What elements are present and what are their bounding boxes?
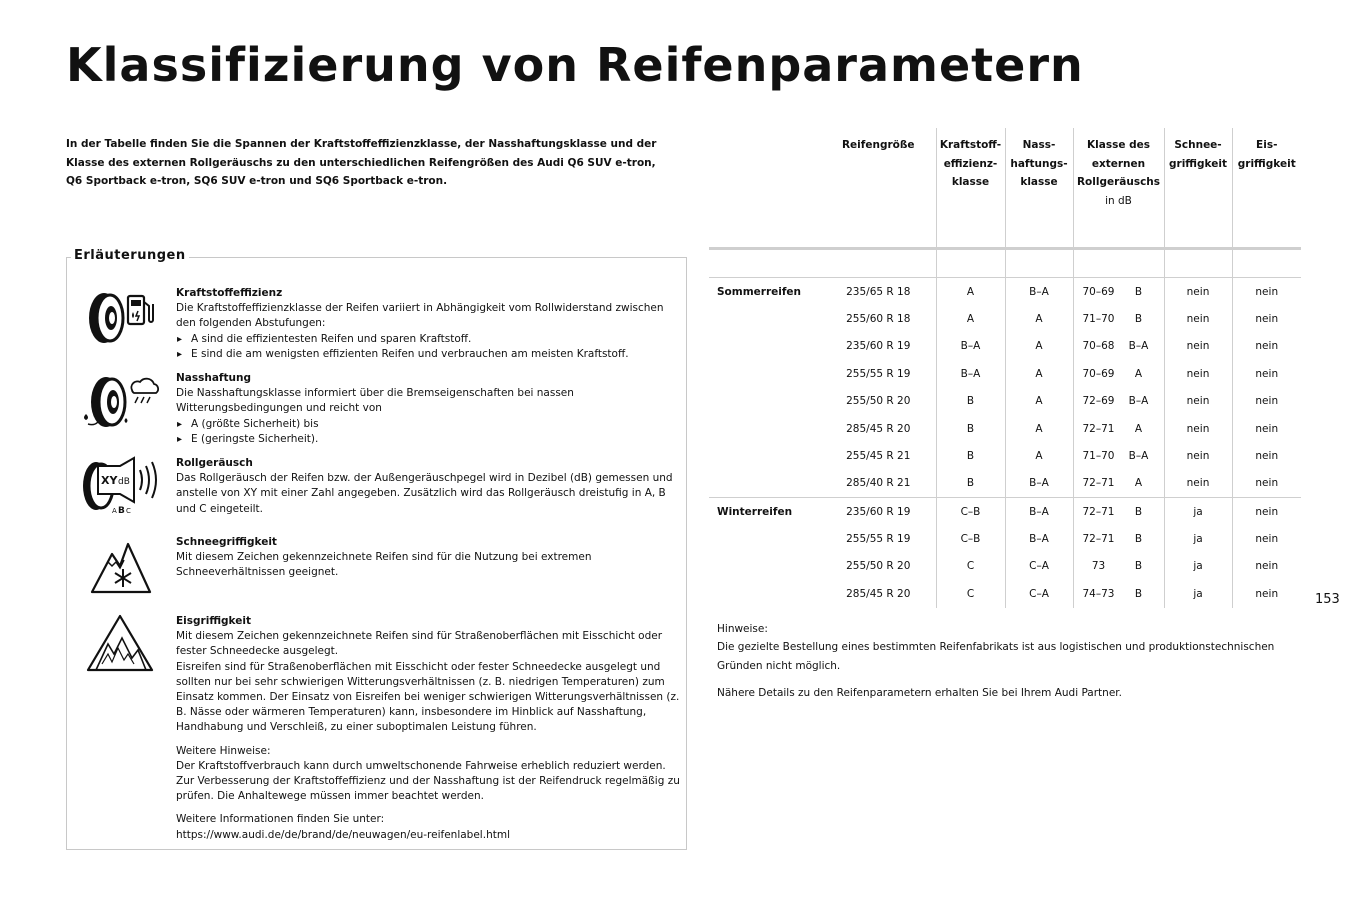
- table-row: [709, 525, 1301, 552]
- cell-noise-db: 72–71: [1082, 422, 1115, 435]
- cell-fuel: B: [936, 442, 1005, 469]
- table-row: [709, 360, 1301, 387]
- notes-text-1: Die gezielte Bestellung eines bestimmten Reifenfabrikats ist aus logistischen und produktionstechnischen Gründen nicht möglich.: [717, 641, 1275, 672]
- category-cell: [709, 470, 821, 498]
- cell-noise-class: B–A: [1128, 340, 1149, 353]
- category-cell: [709, 360, 821, 387]
- cell-snow: nein: [1164, 470, 1232, 498]
- page-title: Klassifizierung von Reifenparametern: [66, 38, 1084, 92]
- cell-noise-class: B–A: [1128, 449, 1149, 462]
- cell-noise: [1073, 470, 1164, 498]
- cell-noise-db: 70–68: [1082, 340, 1115, 353]
- table-row: [709, 387, 1301, 414]
- cell-noise-db: 72–71: [1082, 505, 1115, 518]
- legend-title: Erläuterungen: [71, 248, 189, 263]
- cell-noise: [1073, 553, 1164, 580]
- cell-fuel: B–A: [936, 360, 1005, 387]
- page-number: 153: [1315, 592, 1340, 607]
- cell-noise-db: 70–69: [1082, 367, 1115, 380]
- cell-noise-db: 71–70: [1082, 449, 1115, 462]
- col-header-fuel: Kraftstoff- effizienz- klasse: [936, 128, 1005, 248]
- cell-fuel: B–A: [936, 333, 1005, 360]
- noise-icon-c: C: [126, 507, 131, 515]
- cell-size: 235/60 R 19: [821, 498, 936, 526]
- category-cell: [709, 333, 821, 360]
- cell-noise: [1073, 333, 1164, 360]
- col-header-size: Reifengröße: [841, 139, 915, 151]
- cell-size: 255/50 R 20: [846, 560, 911, 573]
- snow-mountain-icon: [90, 536, 152, 600]
- cell-wet: A: [1005, 387, 1073, 414]
- further-text: Der Kraftstoffverbrauch kann durch umweltschonende Fahrweise erheblich reduziert werden. Zur Verbesserung der Kraftstoffeffizienz und der Nasshaftung ist der Reifendruck regelmäßig zu prüfen. Die Anhaltewege müssen immer beachtet werden.: [176, 759, 680, 803]
- notes: [717, 620, 1307, 702]
- fuel-bullet-2: ▸ E sind die am wenigsten effizienten Reifen und verbrauchen am meisten Kraftstoff.: [176, 347, 681, 362]
- table-row: [709, 333, 1301, 360]
- category-cell: [709, 553, 821, 580]
- cell-noise-class: B: [1134, 312, 1143, 325]
- cell-fuel: B: [936, 387, 1005, 414]
- cell-noise-class: B–A: [1128, 395, 1149, 408]
- table-row: [709, 580, 1301, 607]
- cell-wet: B–A: [1005, 525, 1073, 552]
- category-cell: [709, 387, 821, 414]
- tire-rain-icon: [78, 372, 162, 436]
- info-url: https://www.audi.de/de/brand/de/neuwagen/eu-reifenlabel.html: [176, 828, 510, 841]
- cell-snow: nein: [1164, 305, 1232, 332]
- cell-snow: nein: [1164, 333, 1232, 360]
- noise-icon-xy: XY: [101, 474, 118, 487]
- cell-ice: nein: [1232, 360, 1301, 387]
- cell-noise-db: 73: [1091, 560, 1106, 573]
- cell-noise: [1073, 277, 1164, 305]
- notes-heading: Hinweise:: [717, 623, 768, 635]
- cell-snow: ja: [1164, 553, 1232, 580]
- cell-ice: nein: [1232, 525, 1301, 552]
- legend-item-fuel: [176, 286, 681, 362]
- cell-noise-class: B: [1134, 587, 1143, 600]
- noise-heading: Rollgeräusch: [176, 457, 253, 469]
- category-cell: [709, 525, 821, 552]
- tire-fuel-pump-icon: [84, 288, 156, 350]
- cell-ice: nein: [1232, 442, 1301, 469]
- cell-size: 255/55 R 19: [846, 367, 911, 380]
- cell-noise-class: B: [1134, 505, 1143, 518]
- tire-parameter-table: [709, 128, 1301, 608]
- cell-noise-db: 72–69: [1082, 395, 1115, 408]
- cell-fuel: B: [936, 470, 1005, 498]
- cell-noise-class: A: [1134, 477, 1143, 490]
- cell-noise-class: B: [1134, 285, 1143, 298]
- cell-fuel: A: [936, 305, 1005, 332]
- tire-speaker-icon: [80, 456, 160, 522]
- table-row: [709, 305, 1301, 332]
- cell-noise: [1073, 387, 1164, 414]
- cell-wet: A: [1005, 333, 1073, 360]
- cell-wet: B–A: [1005, 277, 1073, 305]
- cell-noise-class: A: [1134, 422, 1143, 435]
- snow-heading: Schneegriffigkeit: [176, 536, 277, 548]
- cell-snow: nein: [1164, 442, 1232, 469]
- table-row: [709, 277, 1301, 305]
- cell-noise: [1073, 525, 1164, 552]
- cell-wet: A: [1005, 305, 1073, 332]
- cell-noise: [1073, 305, 1164, 332]
- legend-item-wet: [176, 371, 681, 447]
- cell-fuel: A: [936, 277, 1005, 305]
- noise-icon-db: dB: [118, 477, 130, 487]
- further-heading: Weitere Hinweise:: [176, 744, 271, 757]
- cell-snow: nein: [1164, 387, 1232, 414]
- cell-size: 285/45 R 20: [846, 587, 911, 600]
- cell-fuel: C: [936, 580, 1005, 607]
- cell-fuel: C–B: [936, 525, 1005, 552]
- category-winter: Winterreifen: [709, 498, 821, 526]
- cell-snow: ja: [1164, 525, 1232, 552]
- cell-noise: [1073, 415, 1164, 442]
- cell-snow: nein: [1164, 277, 1232, 305]
- wet-text: Die Nasshaftungsklasse informiert über die Bremseigenschaften bei nassen Witterungsbedingungen und reicht von: [176, 387, 574, 415]
- snow-text: Mit diesem Zeichen gekennzeichnete Reifen sind für die Nutzung bei extremen Schneeverhältnissen geeignet.: [176, 551, 592, 579]
- cell-size: 235/60 R 19: [846, 340, 911, 353]
- cell-ice: nein: [1232, 305, 1301, 332]
- cell-snow: nein: [1164, 360, 1232, 387]
- category-cell: [709, 415, 821, 442]
- category-summer: Sommerreifen: [709, 277, 821, 305]
- cell-wet: A: [1005, 442, 1073, 469]
- cell-wet: A: [1005, 415, 1073, 442]
- table-row: [709, 498, 1301, 526]
- cell-ice: nein: [1232, 333, 1301, 360]
- cell-fuel: C–B: [936, 498, 1005, 526]
- category-cell: [709, 305, 821, 332]
- cell-noise-class: A: [1134, 367, 1143, 380]
- fuel-heading: Kraftstoffeffizienz: [176, 287, 283, 299]
- info-heading: Weitere Informationen finden Sie unter:: [176, 813, 385, 826]
- cell-noise-db: 74–73: [1082, 587, 1115, 600]
- ice-text-1: Mit diesem Zeichen gekennzeichnete Reifen sind für Straßenoberflächen mit Eisschicht oder fester Schneedecke ausgelegt.: [176, 630, 663, 658]
- cell-ice: nein: [1232, 415, 1301, 442]
- category-cell: [709, 580, 821, 607]
- table-row: [709, 415, 1301, 442]
- category-cell: [709, 442, 821, 469]
- cell-snow: nein: [1164, 415, 1232, 442]
- cell-noise: [1073, 360, 1164, 387]
- cell-snow: ja: [1164, 580, 1232, 607]
- cell-noise: [1073, 580, 1164, 607]
- notes-text-2: Nähere Details zu den Reifenparametern erhalten Sie bei Ihrem Audi Partner.: [717, 686, 1122, 699]
- col-header-blank: [709, 128, 821, 248]
- cell-wet: A: [1005, 360, 1073, 387]
- cell-size: 285/45 R 20: [846, 422, 911, 435]
- noise-icon-b: B: [118, 506, 125, 516]
- cell-noise-db: 70–69: [1082, 285, 1115, 298]
- cell-wet: C–A: [1005, 553, 1073, 580]
- cell-wet: C–A: [1005, 580, 1073, 607]
- ice-mountain-icon: [86, 614, 154, 678]
- cell-ice: nein: [1232, 277, 1301, 305]
- col-header-wet: Nass- haftungs- klasse: [1005, 128, 1073, 248]
- fuel-bullet-1: ▸ A sind die effizientesten Reifen und sparen Kraftstoff.: [176, 332, 681, 347]
- cell-size: 255/50 R 20: [846, 395, 911, 408]
- intro-text: In der Tabelle finden Sie die Spannen der Kraftstoffeffizienzklasse, der Nasshaftungsklasse und der Klasse des externen Rollgeräuschs zu den unterschiedlichen Reifengrößen des Audi Q6 SUV e-tron, Q6 Sportback e-tron, SQ6 SUV e-tron und SQ6 Sportback e-tron.: [66, 138, 657, 187]
- cell-noise-db: 72–71: [1082, 533, 1115, 546]
- cell-noise-class: B: [1134, 560, 1143, 573]
- cell-ice: nein: [1232, 470, 1301, 498]
- cell-noise-class: B: [1134, 533, 1143, 546]
- cell-snow: ja: [1164, 498, 1232, 526]
- noise-icon-a: A: [112, 507, 117, 515]
- col-header-noise: Klasse des externen Rollgeräuschs in dB: [1073, 128, 1164, 248]
- table-row: [709, 442, 1301, 469]
- cell-size: 255/55 R 19: [846, 533, 911, 546]
- col-header-snow: Schnee- griffigkeit: [1164, 128, 1232, 248]
- table-row: [709, 553, 1301, 580]
- cell-noise-db: 71–70: [1082, 312, 1115, 325]
- wet-bullet-2: ▸ E (geringste Sicherheit).: [176, 432, 681, 447]
- noise-text: Das Rollgeräusch der Reifen bzw. der Außengeräuschpegel wird in Dezibel (dB) gemessen und anstelle von XY mit einer Zahl angegeben. Zusätzlich wird das Rollgeräusch dreistufig in A, B und C eingeteilt.: [176, 472, 673, 515]
- cell-wet: B–A: [1005, 470, 1073, 498]
- cell-wet: B–A: [1005, 498, 1073, 526]
- wet-heading: Nasshaftung: [176, 372, 251, 384]
- cell-ice: nein: [1232, 498, 1301, 526]
- fuel-text: Die Kraftstoffeffizienzklasse der Reifen variiert in Abhängigkeit vom Rollwiderstand zwischen den folgenden Abstufungen:: [176, 302, 664, 330]
- cell-size: 285/40 R 21: [846, 477, 911, 490]
- cell-noise-db: 72–71: [1082, 477, 1115, 490]
- cell-ice: nein: [1232, 387, 1301, 414]
- ice-heading: Eisgriffigkeit: [176, 615, 251, 627]
- ice-text-2: Eisreifen sind für Straßenoberflächen mit Eisschicht oder fester Schneedecke ausgelegt und sollten nur bei sehr schwierigen Witterungsverhältnissen (z. B. niedrigen Temperaturen) zum Einsatz kommen. Der Einsatz von Eisreifen bei weniger schwierigen Witterungsverhältnissen (z. B. Nässe oder wärmeren Temperaturen) kann, insbesondere im Hinblick auf Nasshaftung, Handhabung und Verschleiß, zu einer suboptimalen Leistung führen.: [176, 660, 680, 734]
- cell-size: 235/65 R 18: [821, 277, 936, 305]
- cell-noise: [1073, 498, 1164, 526]
- cell-ice: nein: [1232, 580, 1301, 607]
- cell-noise: [1073, 442, 1164, 469]
- cell-fuel: C: [936, 553, 1005, 580]
- table-row: [709, 470, 1301, 498]
- cell-size: 255/60 R 18: [846, 312, 911, 325]
- legend-item-snow: [176, 535, 681, 581]
- legend-item-noise: [176, 456, 681, 517]
- cell-size: 255/45 R 21: [846, 449, 911, 462]
- legend-item-ice: [176, 614, 681, 843]
- cell-ice: nein: [1232, 553, 1301, 580]
- wet-bullet-1: ▸ A (größte Sicherheit) bis: [176, 417, 681, 432]
- cell-fuel: B: [936, 415, 1005, 442]
- legend-box: [66, 248, 687, 850]
- col-header-ice: Eis- griffigkeit: [1232, 128, 1301, 248]
